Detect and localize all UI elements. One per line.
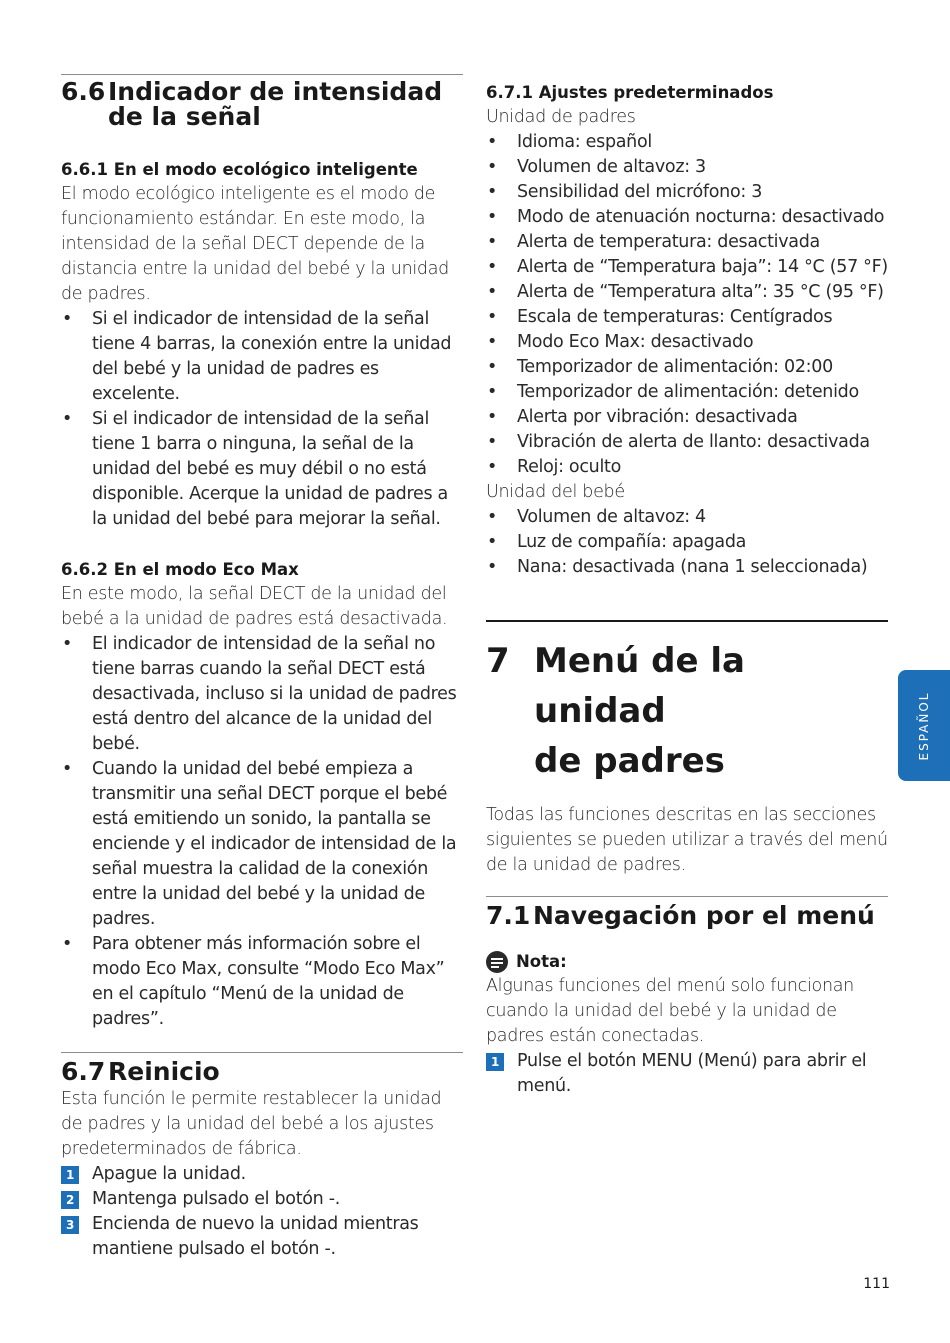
subsection-6-6-1-bullets (61, 307, 463, 532)
section-divider (61, 1052, 463, 1053)
section-7-1-steps (486, 1049, 888, 1099)
list-item: • Nana: desactivada (nana 1 seleccionada) (486, 557, 868, 577)
list-item: • Sensibilidad del micrófono: 3 (486, 182, 763, 202)
step-item: 2 Mantenga pulsado el botón -. (61, 1187, 463, 1212)
list-item: • Luz de compañía: apagada (486, 532, 747, 552)
step-number-badge: 3 (61, 1216, 79, 1234)
right-column (486, 80, 888, 1099)
section-6-7-heading (61, 1057, 463, 1087)
list-item: • Alerta de temperatura: desactivada (486, 232, 820, 252)
note-label: Nota: (516, 952, 567, 971)
left-column (61, 74, 463, 1262)
section-7-1-heading (486, 901, 888, 931)
bullet-item: • Para obtener más información sobre el modo Eco Max, consulte “Modo Eco Max” en el capítulo “Menú de la unidad de padres”. (61, 934, 445, 1029)
step-item: 1 Apague la unidad. (61, 1162, 463, 1187)
section-title: Reinicio (108, 1057, 220, 1086)
chapter-title: Menú de la unidad de padres (534, 641, 745, 781)
list-item: • Temporizador de alimentación: 02:00 (486, 357, 833, 377)
note-icon (486, 951, 508, 973)
list-item: • Volumen de altavoz: 4 (486, 507, 706, 527)
list-item: • Vibración de alerta de llanto: desactivada (486, 432, 870, 452)
list-item: • Escala de temperaturas: Centígrados (486, 307, 833, 327)
list-item: • Modo de atenuación nocturna: desactivado (486, 207, 885, 227)
language-tab (898, 670, 950, 781)
section-number: 6.7 (61, 1057, 106, 1086)
chapter-divider (486, 620, 888, 622)
section-6-6-heading (61, 79, 463, 129)
bullet-item: • Si el indicador de intensidad de la señal tiene 1 barra o ninguna, la señal de la unidad del bebé es muy débil o no está disponible. Acerque la unidad de padres a la unidad del bebé para mejorar la señal. (61, 409, 448, 529)
baby-unit-label: Unidad del bebé (486, 482, 625, 502)
list-item: • Alerta por vibración: desactivada (486, 407, 798, 427)
parent-unit-defaults-list (486, 130, 888, 480)
bullet-item: • Cuando la unidad del bebé empieza a transmitir una señal DECT porque el bebé está emitiendo un sonido, la pantalla se enciende y el indicador de intensidad de la señal muestra la calidad de la conexión entre la unidad del bebé y la unidad de padres. (61, 759, 457, 929)
step-number-badge: 1 (61, 1166, 79, 1184)
bullet-item: • El indicador de intensidad de la señal no tiene barras cuando la señal DECT está desactivada, incluso si la unidad de padres está dentro del alcance de la unidad del bebé. (61, 634, 457, 754)
page-number: 111 (863, 1276, 890, 1292)
note-heading (486, 949, 888, 974)
section-number: 7.1 (486, 901, 531, 930)
chapter-7-intro: Todas las funciones descritas en las secciones siguientes se pueden utilizar a través del menú de la unidad de padres. (486, 805, 888, 875)
list-item: • Alerta de “Temperatura alta”: 35 °C (95 °F) (486, 282, 884, 302)
step-number-badge: 2 (61, 1191, 79, 1209)
subsection-6-6-2-bullets (61, 632, 463, 1032)
chapter-number: 7 (486, 641, 510, 681)
subsection-6-6-1-heading: 6.6.1 En el modo ecológico inteligente (61, 160, 418, 179)
list-item: • Reloj: oculto (486, 457, 621, 477)
list-item: • Idioma: español (486, 132, 652, 152)
list-item: • Temporizador de alimentación: detenido (486, 382, 859, 402)
step-item: 3 Encienda de nuevo la unidad mientras mantiene pulsado el botón -. (61, 1212, 463, 1262)
parent-unit-label: Unidad de padres (486, 107, 636, 127)
list-item: • Modo Eco Max: desactivado (486, 332, 754, 352)
section-6-7-body: Esta función le permite restablecer la unidad de padres y la unidad del bebé a los ajustes predeterminados de fábrica. (61, 1089, 442, 1159)
note-body: Algunas funciones del menú solo funcionan cuando la unidad del bebé y la unidad de padres están conectadas. (486, 976, 854, 1046)
language-tab-label: ESPAÑOL (917, 691, 931, 760)
baby-unit-defaults-list (486, 505, 888, 580)
section-title: Navegación por el menú (533, 901, 875, 930)
section-divider (486, 896, 888, 897)
chapter-7-heading (486, 636, 888, 786)
list-item: • Volumen de altavoz: 3 (486, 157, 706, 177)
subsection-6-6-2-heading: 6.6.2 En el modo Eco Max (61, 560, 299, 579)
step-item: 1 Pulse el botón MENU (Menú) para abrir el menú. (486, 1049, 888, 1099)
subsection-6-7-1-heading: 6.7.1 Ajustes predeterminados (486, 83, 774, 102)
section-divider (61, 74, 463, 75)
section-title: Indicador de intensidad de la señal (108, 77, 443, 131)
list-item: • Alerta de “Temperatura baja”: 14 °C (57 °F) (486, 257, 888, 277)
section-number: 6.6 (61, 77, 106, 106)
subsection-6-6-1-body: El modo ecológico inteligente es el modo de funcionamiento estándar. En este modo, la intensidad de la señal DECT depende de la distancia entre la unidad del bebé y la unidad de padres. (61, 184, 449, 304)
subsection-6-6-2-body: En este modo, la señal DECT de la unidad del bebé a la unidad de padres está desactivada. (61, 584, 448, 629)
bullet-item: • Si el indicador de intensidad de la señal tiene 4 barras, la conexión entre la unidad del bebé y la unidad de padres es excelente. (61, 309, 452, 404)
step-number-badge: 1 (486, 1053, 504, 1071)
section-6-7-steps (61, 1162, 463, 1262)
